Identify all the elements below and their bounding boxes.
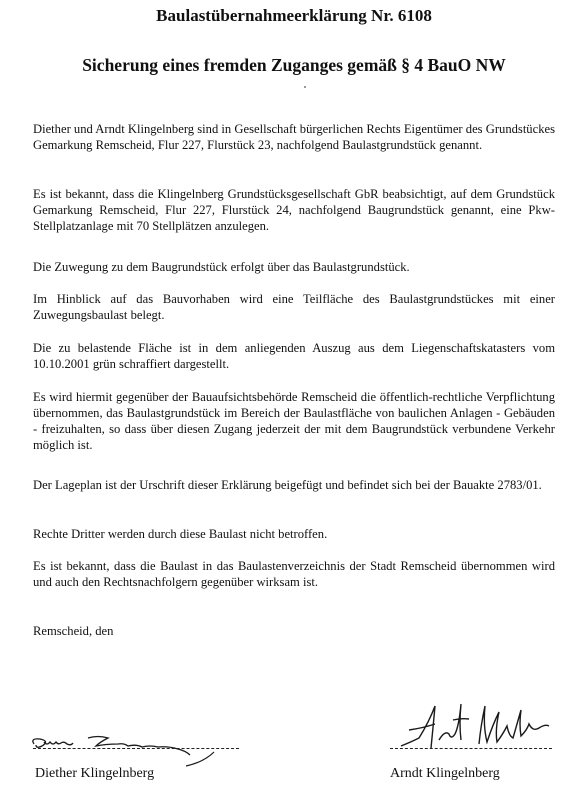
signer-name-diether: Diether Klingelnberg — [35, 766, 155, 781]
scan-speck — [304, 86, 306, 88]
signer-name-arndt: Arndt Klingelnberg — [390, 766, 500, 781]
signature-diether — [28, 722, 228, 772]
signature-line-arndt — [390, 748, 552, 749]
paragraph-project: Es ist bekannt, dass die Klingelnberg Grundstücksgesellschaft GbR beabsichtigt, auf dem Grundstück Gemarkung Remscheid, Flur 227, Flurstück 24, nachfolgend Baugrundstück genannt, eine Pkw-Stellplatzanlage mit 70 Stellplätzen anzulegen. — [33, 187, 555, 233]
paragraph-easement: Im Hinblick auf das Bauvorhaben wird eine Teilfläche des Baulastgrundstückes mit einer Zuwegungsbaulast belegt. — [33, 292, 555, 322]
paragraph-registry: Es ist bekannt, dass die Baulast in das Baulastenverzeichnis der Stadt Remscheid übernommen wird und auch den Rechtsnachfolgern gegenüber wirksam ist. — [33, 559, 555, 589]
signature-line-diether — [33, 748, 239, 749]
paragraph-third-parties: Rechte Dritter werden durch diese Baulast nicht betroffen. — [33, 527, 328, 541]
paragraph-access: Die Zuwegung zu dem Baugrundstück erfolgt über das Baulastgrundstück. — [33, 260, 410, 274]
paragraph-area: Die zu belastende Fläche ist in dem anliegenden Auszug aus dem Liegenschaftskatasters vom 10.10.2001 grün schraffiert dargestellt. — [33, 341, 555, 371]
document-subtitle: Sicherung eines fremden Zuganges gemäß § 4 BauO NW — [82, 55, 506, 75]
place-date-line: Remscheid, den — [33, 624, 114, 638]
document-title: Baulastübernahmeerklärung Nr. 6108 — [156, 6, 432, 25]
signature-arndt — [395, 700, 565, 760]
paragraph-site-plan: Der Lageplan ist der Urschrift dieser Erklärung beigefügt und befindet sich bei der Bauakte 2783/01. — [33, 478, 542, 492]
paragraph-obligation: Es wird hiermit gegenüber der Bauaufsichtsbehörde Remscheid die öffentlich-rechtliche Verpflichtung übernommen, das Baulastgrundstück im Bereich der Baulastfläche von baulichen Anlagen - Gebäuden - freizuhalten, so dass über diesen Zugang jederzeit der mit dem Baugrundstück verbundene Verkehr möglich ist. — [33, 390, 555, 452]
paragraph-owners: Diether und Arndt Klingelnberg sind in Gesellschaft bürgerlichen Rechts Eigentümer des Grundstückes Gemarkung Remscheid, Flur 227, Flurstück 23, nachfolgend Baulastgrundstück genannt. — [33, 122, 555, 152]
